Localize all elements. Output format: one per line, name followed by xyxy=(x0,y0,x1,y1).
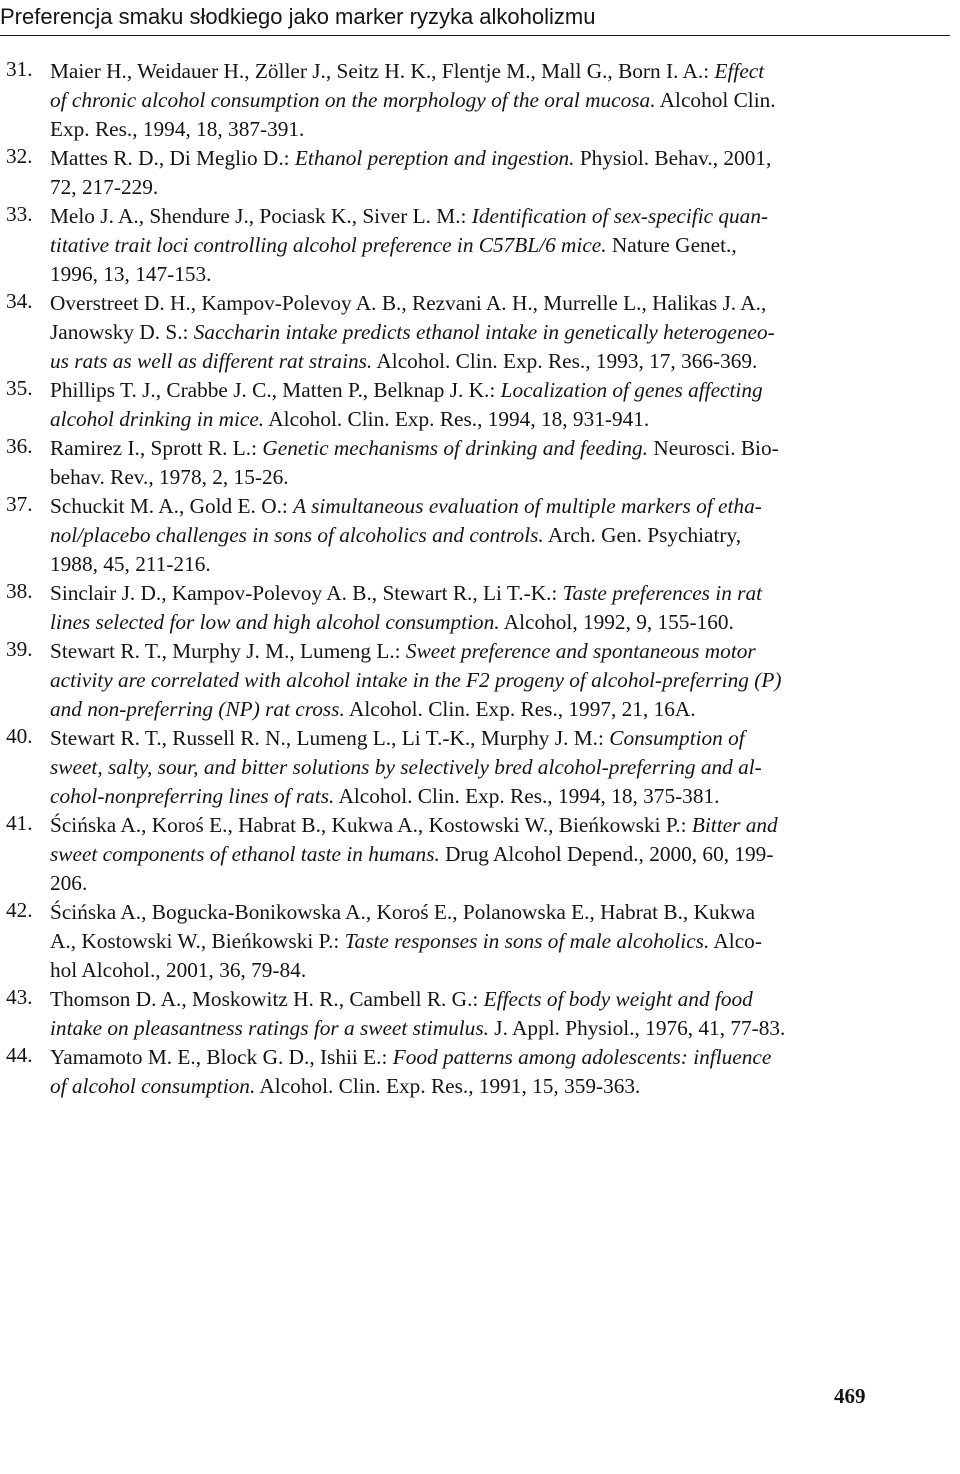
reference-title-segment: lines selected for low and high alcohol consumption. xyxy=(50,610,500,634)
reference-text xyxy=(50,811,878,898)
reference-item xyxy=(0,637,878,724)
reference-item xyxy=(0,492,878,579)
reference-citation-segment: 72, 217-229. xyxy=(50,175,159,199)
reference-title-segment: Saccharin intake predicts ethanol intake in genetically heterogeneo- xyxy=(193,320,775,344)
running-head xyxy=(0,0,950,36)
reference-citation-segment: Alcohol. Clin. Exp. Res., 1993, 17, 366-369. xyxy=(372,349,758,373)
reference-text xyxy=(50,144,878,202)
reference-item xyxy=(0,898,878,985)
reference-text xyxy=(50,202,878,289)
reference-line xyxy=(50,1072,878,1101)
reference-line xyxy=(50,579,878,608)
reference-citation-segment: Alco- xyxy=(709,929,762,953)
reference-title-segment: us rats as well as different rat strains. xyxy=(50,349,373,373)
reference-title-segment: Identification of sex-specific quan- xyxy=(471,204,769,228)
reference-line xyxy=(50,840,878,869)
reference-text xyxy=(50,724,878,811)
reference-item xyxy=(0,579,878,637)
reference-citation-segment: Janowsky D. S.: xyxy=(50,320,194,344)
reference-line xyxy=(50,637,878,666)
reference-title-segment: of chronic alcohol consumption on the morphology of the oral mucosa. xyxy=(50,88,656,112)
reference-line xyxy=(50,289,878,318)
reference-citation-segment: Maier H., Weidauer H., Zöller J., Seitz H. K., Flentje M., Mall G., Born I. A.: xyxy=(50,59,715,83)
reference-list xyxy=(0,57,878,1101)
reference-text xyxy=(50,1043,878,1101)
reference-citation-segment: Alcohol. Clin. Exp. Res., 1997, 21, 16A. xyxy=(344,697,696,721)
reference-citation-segment: Stewart R. T., Russell R. N., Lumeng L., Li T.-K., Murphy J. M.: xyxy=(50,726,610,750)
running-title: Preferencja smaku słodkiego jako marker ryzyka alkoholizmu xyxy=(0,4,596,29)
reference-item xyxy=(0,289,878,376)
reference-line xyxy=(50,115,878,144)
reference-citation-segment: Phillips T. J., Crabbe J. C., Matten P., Belknap J. K.: xyxy=(50,378,501,402)
reference-citation-segment: Ścińska A., Bogucka-Bonikowska A., Koroś E., Polanowska E., Habrat B., Kukwa xyxy=(50,900,756,924)
reference-number: 33. xyxy=(6,202,33,226)
reference-line xyxy=(50,57,878,86)
reference-item xyxy=(0,1043,878,1101)
reference-title-segment: activity are correlated with alcohol intake in the F2 progeny of alcohol-preferring (P) xyxy=(50,668,782,692)
reference-line xyxy=(50,173,878,202)
reference-number: 32. xyxy=(6,144,33,168)
reference-text xyxy=(50,289,878,376)
reference-title-segment: cohol-nonpreferring lines of rats. xyxy=(50,784,335,808)
reference-item xyxy=(0,434,878,492)
reference-line xyxy=(50,782,878,811)
reference-title-segment: nol/placebo challenges in sons of alcoholics and controls. xyxy=(50,523,544,547)
reference-number: 44. xyxy=(6,1043,33,1067)
reference-text xyxy=(50,434,878,492)
reference-number: 39. xyxy=(6,637,33,661)
reference-line xyxy=(50,492,878,521)
reference-citation-segment: Sinclair J. D., Kampov-Polevoy A. B., Stewart R., Li T.-K.: xyxy=(50,581,563,605)
reference-number: 31. xyxy=(6,57,33,81)
reference-number: 41. xyxy=(6,811,33,835)
reference-citation-segment: Alcohol. Clin. Exp. Res., 1991, 15, 359-363. xyxy=(255,1074,641,1098)
reference-line xyxy=(50,666,878,695)
reference-item xyxy=(0,202,878,289)
reference-title-segment: A simultaneous evaluation of multiple markers of etha- xyxy=(293,494,762,518)
reference-line xyxy=(50,550,878,579)
reference-text xyxy=(50,637,878,724)
reference-text xyxy=(50,898,878,985)
reference-line xyxy=(50,202,878,231)
reference-text xyxy=(50,579,878,637)
reference-text xyxy=(50,57,878,144)
reference-text xyxy=(50,985,878,1043)
reference-text xyxy=(50,492,878,579)
reference-citation-segment: Alcohol, 1992, 9, 155-160. xyxy=(499,610,734,634)
reference-line xyxy=(50,898,878,927)
reference-citation-segment: behav. Rev., 1978, 2, 15-26. xyxy=(50,465,289,489)
reference-title-segment: alcohol drinking in mice. xyxy=(50,407,265,431)
reference-citation-segment: Melo J. A., Shendure J., Pociask K., Siver L. M.: xyxy=(50,204,472,228)
reference-item xyxy=(0,724,878,811)
reference-title-segment: Effect xyxy=(714,59,765,83)
reference-citation-segment: Nature Genet., xyxy=(606,233,737,257)
reference-title-segment: Ethanol pereption and ingestion. xyxy=(294,146,575,170)
reference-title-segment: Effects of body weight and food xyxy=(483,987,753,1011)
reference-line xyxy=(50,608,878,637)
reference-title-segment: Food patterns among adolescents: influence xyxy=(392,1045,772,1069)
reference-line xyxy=(50,260,878,289)
reference-line xyxy=(50,376,878,405)
reference-citation-segment: Mattes R. D., Di Meglio D.: xyxy=(50,146,295,170)
reference-citation-segment: hol Alcohol., 2001, 36, 79-84. xyxy=(50,958,307,982)
reference-title-segment: Taste preferences in rat xyxy=(562,581,763,605)
reference-line xyxy=(50,1014,878,1043)
reference-citation-segment: 206. xyxy=(50,871,88,895)
reference-title-segment: Sweet preference and spontaneous motor xyxy=(405,639,756,663)
reference-number: 40. xyxy=(6,724,33,748)
reference-title-segment: and non-preferring (NP) rat cross. xyxy=(50,697,345,721)
reference-title-segment: Consumption of xyxy=(609,726,745,750)
reference-citation-segment: Neurosci. Bio- xyxy=(648,436,779,460)
reference-line xyxy=(50,347,878,376)
reference-item xyxy=(0,811,878,898)
reference-line xyxy=(50,985,878,1014)
reference-number: 37. xyxy=(6,492,33,516)
reference-title-segment: sweet components of ethanol taste in humans. xyxy=(50,842,440,866)
reference-number: 34. xyxy=(6,289,33,313)
reference-citation-segment: Stewart R. T., Murphy J. M., Lumeng L.: xyxy=(50,639,406,663)
reference-line xyxy=(50,695,878,724)
reference-citation-segment: Physiol. Behav., 2001, xyxy=(574,146,772,170)
reference-citation-segment: Exp. Res., 1994, 18, 387-391. xyxy=(50,117,305,141)
reference-line xyxy=(50,869,878,898)
reference-line xyxy=(50,318,878,347)
reference-citation-segment: 1988, 45, 211-216. xyxy=(50,552,211,576)
reference-item xyxy=(0,144,878,202)
reference-title-segment: titative trait loci controlling alcohol preference in C57BL/6 mice. xyxy=(50,233,607,257)
reference-citation-segment: Schuckit M. A., Gold E. O.: xyxy=(50,494,294,518)
reference-citation-segment: Overstreet D. H., Kampov-Polevoy A. B., Rezvani A. H., Murrelle L., Halikas J. A., xyxy=(50,291,767,315)
reference-line xyxy=(50,86,878,115)
reference-item xyxy=(0,57,878,144)
reference-citation-segment: Ścińska A., Koroś E., Habrat B., Kukwa A., Kostowski W., Bieńkowski P.: xyxy=(50,813,692,837)
reference-line xyxy=(50,753,878,782)
reference-citation-segment: 1996, 13, 147-153. xyxy=(50,262,212,286)
reference-citation-segment: Drug Alcohol Depend., 2000, 60, 199- xyxy=(439,842,774,866)
reference-item xyxy=(0,376,878,434)
page-number: 469 xyxy=(834,1384,866,1408)
reference-line xyxy=(50,463,878,492)
reference-title-segment: intake on pleasantness ratings for a sweet stimulus. xyxy=(50,1016,489,1040)
reference-citation-segment: J. Appl. Physiol., 1976, 41, 77-83. xyxy=(488,1016,786,1040)
reference-citation-segment: A., Kostowski W., Bieńkowski P.: xyxy=(50,929,345,953)
reference-line xyxy=(50,724,878,753)
reference-line xyxy=(50,956,878,985)
reference-number: 38. xyxy=(6,579,33,603)
reference-line xyxy=(50,1043,878,1072)
reference-citation-segment: Alcohol Clin. xyxy=(655,88,776,112)
reference-line xyxy=(50,811,878,840)
reference-line xyxy=(50,434,878,463)
reference-title-segment: Bitter and xyxy=(691,813,778,837)
reference-line xyxy=(50,405,878,434)
reference-title-segment: Localization of genes affecting xyxy=(500,378,763,402)
reference-line xyxy=(50,231,878,260)
reference-line xyxy=(50,144,878,173)
reference-title-segment: Genetic mechanisms of drinking and feeding. xyxy=(262,436,648,460)
reference-citation-segment: Yamamoto M. E., Block G. D., Ishii E.: xyxy=(50,1045,393,1069)
reference-title-segment: sweet, salty, sour, and bitter solutions by selectively bred alcohol-preferring and al- xyxy=(50,755,762,779)
reference-number: 36. xyxy=(6,434,33,458)
reference-text xyxy=(50,376,878,434)
reference-number: 42. xyxy=(6,898,33,922)
reference-title-segment: of alcohol consumption. xyxy=(50,1074,256,1098)
reference-item xyxy=(0,985,878,1043)
reference-citation-segment: Thomson D. A., Moskowitz H. R., Cambell R. G.: xyxy=(50,987,484,1011)
reference-citation-segment: Ramirez I., Sprott R. L.: xyxy=(50,436,263,460)
reference-citation-segment: Alcohol. Clin. Exp. Res., 1994, 18, 375-381. xyxy=(334,784,720,808)
reference-number: 35. xyxy=(6,376,33,400)
reference-citation-segment: Arch. Gen. Psychiatry, xyxy=(543,523,742,547)
reference-line xyxy=(50,521,878,550)
reference-citation-segment: Alcohol. Clin. Exp. Res., 1994, 18, 931-941. xyxy=(264,407,650,431)
reference-line xyxy=(50,927,878,956)
reference-number: 43. xyxy=(6,985,33,1009)
reference-title-segment: Taste responses in sons of male alcoholics. xyxy=(344,929,710,953)
